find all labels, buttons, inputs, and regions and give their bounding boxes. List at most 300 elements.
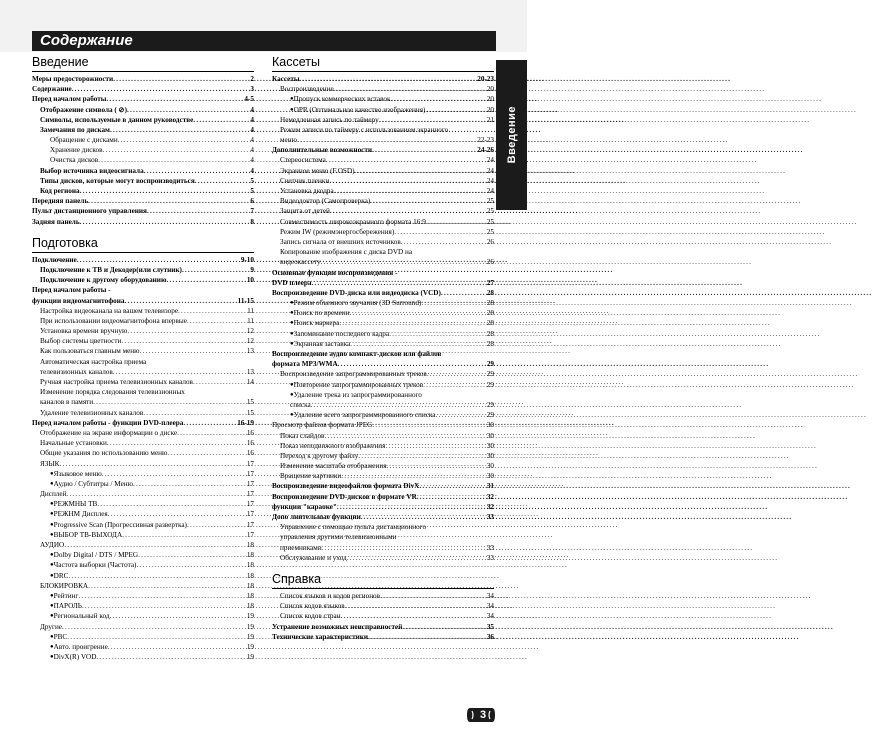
toc-entry [272,84,494,94]
toc-entry-title: ● Авто. проигрение [53,642,108,651]
toc-leader-dots [372,420,486,430]
toc-page-number: 17 [246,530,254,539]
toc-page-number: 15 [246,398,254,407]
toc-page-number: 32 [486,492,494,501]
toc-page-number: 9 [250,265,254,274]
toc-page-number: 30 [486,421,494,430]
section-rule [32,252,254,253]
toc-entry [272,410,494,420]
toc-leader-dots [350,339,486,349]
toc-entry [32,326,254,336]
toc-entry-title: ● Поиск по времени [293,309,350,318]
toc-leader-dots [193,115,249,125]
toc-entry [272,390,494,400]
toc-list [32,74,254,227]
toc-leader-dots [177,428,246,438]
toc-entry [32,275,254,285]
toc-page-number: 2 [250,74,254,83]
toc-entry-title: Код региона [40,187,80,196]
toc-leader-dots [97,499,246,509]
toc-page-number: 19 [246,632,254,641]
toc-leader-dots [417,492,486,502]
toc-entry-title: каналов в памяти [40,398,94,407]
toc-leader-dots [66,489,245,499]
toc-entry-title: Задняя панель [32,217,80,226]
toc-page-number: 5 [250,176,254,185]
toc-entry-title: Воспроизведение видеофайлов формата DivX [272,482,420,491]
toc-entry-title: Режим записи по таймеру с использованием экранного [280,125,449,134]
section-title: Справка [272,572,322,586]
toc-page-number: 35 [486,622,494,631]
toc-page-number: 29 [486,411,494,420]
toc-page-number: 20 [486,105,494,114]
toc-entry-title: Изменение порядка следования телевизионных [40,388,185,397]
toc-entry [272,543,494,553]
toc-entry [272,482,494,492]
toc-entry [272,502,494,512]
toc-page-number: 29 [486,360,494,369]
toc-entry [272,115,494,125]
toc-leader-dots [330,206,486,216]
toc-entry-title: Воспроизведение запрограммированных треков [280,370,427,379]
toc-entry [32,448,254,458]
toc-entry-title: ● Региональный код [53,612,110,621]
toc-entry-title: Видеодоктор (Самопроверка) [280,197,371,206]
toc-page-number: 4 [250,156,254,165]
section-rule [272,588,494,589]
toc-leader-dots [347,553,486,563]
toc-entry [272,380,494,390]
toc-entry-title: Дополнительные возможности [272,146,373,155]
toc-entry [32,125,254,135]
toc-leader-dots [441,288,486,298]
toc-entry-title: Хранение дисков [50,146,103,155]
toc-entry-title: управления другими телевизионными [280,533,397,542]
toc-entry [32,489,254,499]
toc-leader-dots [345,601,486,611]
toc-entry [272,288,494,298]
toc-entry [32,336,254,346]
toc-page-number: 36 [486,632,494,641]
toc-list [272,74,494,563]
toc-entry [32,94,254,104]
toc-page-number: 13 [246,347,254,356]
toc-entry-title: Обслуживание и уход [280,553,347,562]
toc-entry-title: ● DivX(R) VOD [53,653,97,662]
toc-entry-title: Удаление телевизионных каналов [40,408,144,417]
toc-leader-dots [389,329,486,339]
toc-page-number: 17 [246,469,254,478]
toc-leader-dots [324,431,485,441]
toc-entry [272,553,494,563]
toc-entry-title: ● ПАРОЛЬ [53,602,82,611]
toc-entry [32,296,254,306]
toc-entry [272,601,494,611]
toc-page-number: 17 [246,490,254,499]
toc-leader-dots [166,275,245,285]
toc-page-number: 30 [486,472,494,481]
toc-page-number: 16-19 [237,418,254,427]
toc-page-number: 28 [486,329,494,338]
toc-list [32,255,254,663]
toc-entry-title: ● Аудио / Субтитры / Меню [53,479,133,488]
toc-entry-title: ● Удаление трека из запрограммированного [293,390,422,399]
toc-entry-title: Воспроизведение [280,85,334,94]
toc-leader-dots [341,471,486,481]
toc-entry [272,632,494,642]
toc-leader-dots [59,459,245,469]
toc-entry-title: Воспроизведение DVD-дисков в формате VR [272,492,417,501]
toc-entry [272,431,494,441]
toc-leader-dots [67,632,246,642]
toc-leader-dots [80,217,250,227]
toc-entry [272,268,494,278]
toc-leader-dots [322,543,486,553]
toc-leader-dots [178,306,246,316]
page-number: 3 [479,709,487,721]
toc-entry-title: Просмотр файлов формата JPEG [272,421,373,430]
toc-page-number: 22-23 [477,136,494,145]
toc-entry-title: Отображение символа ( ⊘) [40,105,127,114]
toc-entry-title: Общие указания по использованию меню [40,449,168,458]
toc-leader-dots [337,502,486,512]
toc-leader-dots [88,196,249,206]
toc-entry-title: ● Языковое меню [53,469,102,478]
toc-entry-title: ● ВЫБОР ТВ-ВЫХОДА [53,530,123,539]
toc-leader-dots [300,74,477,84]
toc-leader-dots [350,308,486,318]
toc-leader-dots [108,642,246,652]
toc-entry-title: ● Удаление всего запрограммированного списка [293,411,436,420]
toc-entry [32,135,254,145]
toc-entry-title: Перед началом работы - [32,286,111,295]
toc-entry-title: Воспроизведение аудио компакт-дисков или файлов [272,350,442,359]
toc-right-column [272,55,494,642]
toc-entry [272,512,494,522]
toc-entry-title: формата MP3/WMA [272,360,338,369]
toc-entry-title: Дисплей [40,490,67,499]
toc-leader-dots [321,257,486,267]
toc-entry-title: Список кодов стран [280,612,341,621]
toc-entry [272,308,494,318]
toc-leader-dots [401,237,486,247]
toc-entry-title: DVD плеера [272,278,312,287]
toc-leader-dots [143,408,246,418]
toc-page-number: 13 [246,367,254,376]
toc-page-number: 25 [486,197,494,206]
toc-entry [272,278,494,288]
toc-page-number: 31 [486,482,494,491]
toc-leader-dots [108,509,246,519]
toc-entry [272,329,494,339]
toc-entry-title: Как пользоваться главным меню [40,347,140,356]
toc-entry-title: Выбор источника видеосигнала [40,166,144,175]
toc-entry-title: функции "караоке" [272,502,337,511]
section-gap [32,227,254,236]
toc-leader-dots [127,105,249,115]
toc-entry [32,611,254,621]
toc-leader-dots [113,74,249,84]
toc-page-number: 4 [250,125,254,134]
toc-leader-dots [72,84,250,94]
toc-page-number: 19 [246,642,254,651]
toc-entry-title: ● РЕЖМНЫ ТВ [53,500,98,509]
toc-page-number: 28 [486,299,494,308]
toc-entry-title: Символы, используемые в данном руководстве [40,115,194,124]
toc-page-number: 30 [486,431,494,440]
toc-page-number: 19 [246,653,254,662]
toc-entry [32,377,254,387]
toc-leader-dots [341,611,486,621]
toc-page-number: 33 [486,553,494,562]
toc-entry-title: Список кодов языков [280,602,345,611]
toc-entry-title: ● Рейтинг [53,591,79,600]
toc-entry-title: Обращение с дисками [50,136,118,145]
toc-leader-dots [110,125,249,135]
toc-entry [32,84,254,94]
toc-leader-dots [138,550,246,560]
toc-entry [32,581,254,591]
toc-page-number: 15 [246,408,254,417]
toc-leader-dots [358,451,486,461]
toc-entry [32,217,254,227]
toc-entry-title: Замечания по дискам [40,125,110,134]
toc-entry-title: Воспроизведение DVD-диска или видеодиска (VCD) [272,288,441,297]
toc-list [272,591,494,642]
toc-entry-title: ● Режим объемного звучания (3D Surround) [293,299,422,308]
toc-entry [32,115,254,125]
toc-entry-title: Немедленная запись по таймеру [280,115,379,124]
toc-entry-title: ● РЕЖНМ Дисплея [53,510,108,519]
toc-entry-title: Режим IW (режимэнергосбережения) [280,227,395,236]
toc-page-number: 18 [246,571,254,580]
toc-page-number: 24 [486,156,494,165]
toc-entry-title: Другие [40,622,62,631]
toc-leader-dots [425,105,485,115]
toc-entry-title: АУДИО [40,541,65,550]
toc-page-number: 34 [486,591,494,600]
toc-page-number: 30 [486,462,494,471]
toc-entry [272,492,494,502]
toc-leader-dots [118,135,250,145]
toc-page-number: 20 [486,95,494,104]
toc-page-number: 4 [250,146,254,155]
toc-leader-dots [147,206,249,216]
toc-leader-dots [113,367,246,377]
toc-leader-dots [187,520,246,530]
toc-entry [32,105,254,115]
section-rule [32,71,254,72]
toc-entry [272,522,494,532]
toc-page-number: 28 [486,339,494,348]
toc-leader-dots [193,377,246,387]
toc-page-number: 17 [246,459,254,468]
toc-entry-title: Счетчик пленки [280,176,330,185]
toc-entry-title: Установка времени вручную [40,327,128,336]
toc-leader-dots [426,217,486,227]
toc-entry-title: Управление с помощью пульта дистанционного [280,523,427,532]
toc-leader-dots [144,166,250,176]
toc-leader-dots [122,530,246,540]
toc-page-number: 4 [250,105,254,114]
toc-page-number: 3 [250,85,254,94]
toc-entry [272,176,494,186]
toc-entry-title: Меры предосторожности [32,74,114,83]
toc-entry-title: Запись сигнала от внешних источников [280,237,401,246]
toc-entry [272,217,494,227]
toc-entry [272,622,494,632]
toc-leader-dots [387,461,486,471]
toc-page-number: 6 [250,197,254,206]
toc-entry-title: меню [280,136,297,145]
toc-entry-title: Показ неподвижного изображения [280,441,386,450]
side-tab-label: Введение [505,106,518,164]
toc-entry [272,461,494,471]
toc-page-number: 17 [246,479,254,488]
toc-page-number: 28 [486,288,494,297]
toc-entry [272,451,494,461]
toc-entry-title: Установка дкодра [280,187,334,196]
toc-entry [32,206,254,216]
toc-leader-dots [136,560,245,570]
toc-entry [272,105,494,115]
toc-entry-title: Автоматическая настройка приема [40,357,147,366]
toc-leader-dots [391,94,486,104]
toc-entry-title: Копирование изображения с диска DVD на [280,248,413,257]
toc-entry [32,196,254,206]
toc-entry-title: Переход к другому файлу [280,451,359,460]
toc-entry-title: ● Пропуск коммерческих вставок [293,95,391,104]
toc-entry-title: ● Dolby Digital / DTS / MPEG [53,551,139,560]
toc-entry [32,367,254,377]
toc-entry [32,632,254,642]
toc-page-number: 7 [250,207,254,216]
toc-leader-dots [370,196,486,206]
toc-page-number: 10 [246,276,254,285]
toc-page-number: 4-5 [244,95,254,104]
toc-entry-title: Подключение [32,255,77,264]
toc-leader-dots [187,316,246,326]
toc-entry-title: Настройка видеоканала на вашем телевизоре [40,306,179,315]
toc-page-number: 4 [250,136,254,145]
toc-entry [32,540,254,550]
toc-page-number: 25 [486,217,494,226]
toc-page-number: 16 [246,439,254,448]
toc-entry-title: Изменение масштаба отображения [280,462,387,471]
side-tab-label-wrap [496,60,527,210]
toc-entry [272,74,494,84]
toc-leader-dots [64,540,246,550]
toc-page-number: 34 [486,612,494,621]
toc-entry [32,601,254,611]
toc-entry [32,499,254,509]
toc-entry [272,400,494,410]
section-title: Подготовка [32,235,98,250]
toc-entry [272,227,494,237]
toc-page-number: 29 [486,400,494,409]
toc-leader-dots [297,135,476,145]
toc-entry [32,387,254,397]
toc-entry [32,459,254,469]
toc-entry [32,285,254,295]
toc-entry [272,359,494,369]
toc-entry-title: Технические характеристики [272,632,369,641]
toc-entry [272,94,494,104]
toc-page-number: 18 [246,602,254,611]
toc-entry-title: Кассеты [272,74,300,83]
toc-entry-title: Показ слайдов [280,431,325,440]
toc-page-number: 24 [486,166,494,175]
toc-leader-dots [312,278,486,288]
toc-leader-dots [77,255,240,265]
toc-entry [32,265,254,275]
toc-page-number: 19 [246,612,254,621]
toc-entry [272,257,494,267]
toc-page-number: 17 [246,500,254,509]
toc-leader-dots [368,632,486,642]
toc-page-number: 12 [246,337,254,346]
toc-page-number: 19 [246,622,254,631]
toc-entry [32,520,254,530]
toc-page-number: 20-23 [477,74,494,83]
toc-page-number: 8 [250,217,254,226]
toc-leader-dots [107,438,246,448]
toc-page-number: 17 [246,510,254,519]
toc-entry-title: Основные функции воспроизведения - [272,268,398,277]
toc-entry [272,166,494,176]
toc-leader-dots [167,448,245,458]
toc-entry [32,156,254,166]
toc-entry [272,156,494,166]
toc-entry [32,510,254,520]
toc-page-number: 26 [486,258,494,267]
toc-entry-title: ● Экранная заставка [293,339,351,348]
section-title: Кассеты [272,55,320,69]
toc-entry [272,145,494,155]
toc-page-number: 9-10 [240,255,254,264]
toc-left-column [32,55,254,662]
toc-entry-title: Совместимость широкоэкранного формата 16:9 [280,217,426,226]
toc-page-number: 18 [246,581,254,590]
toc-entry-title: телевизионных каналов [40,367,113,376]
toc-leader-dots [125,296,237,306]
toc-entry-title: Ручная настройка приема телевизионных каналов [40,378,193,387]
toc-leader-dots [372,145,476,155]
toc-entry [32,145,254,155]
toc-leader-dots [361,512,486,522]
toc-entry [272,206,494,216]
toc-entry-title: Защита от детей [280,207,330,216]
toc-entry-title: ● PBC [53,632,68,641]
toc-leader-dots [96,652,245,662]
toc-entry [272,611,494,621]
toc-leader-dots [182,265,249,275]
toc-entry [32,74,254,84]
toc-leader-dots [62,622,246,632]
toc-entry [272,298,494,308]
toc-entry-title: При использовании видеомагнитофона впервые [40,316,187,325]
toc-page-number: 29 [486,370,494,379]
toc-leader-dots [195,176,250,186]
toc-entry [272,186,494,196]
toc-entry-title: Выбор системы цветности [40,337,122,346]
toc-page-number: 25 [486,227,494,236]
toc-page-number: 28 [486,319,494,328]
toc-leader-dots [421,298,486,308]
toc-entry [32,306,254,316]
toc-entry-title: ● OPR (Оптимальное качество изображения) [293,105,426,114]
toc-entry [32,438,254,448]
